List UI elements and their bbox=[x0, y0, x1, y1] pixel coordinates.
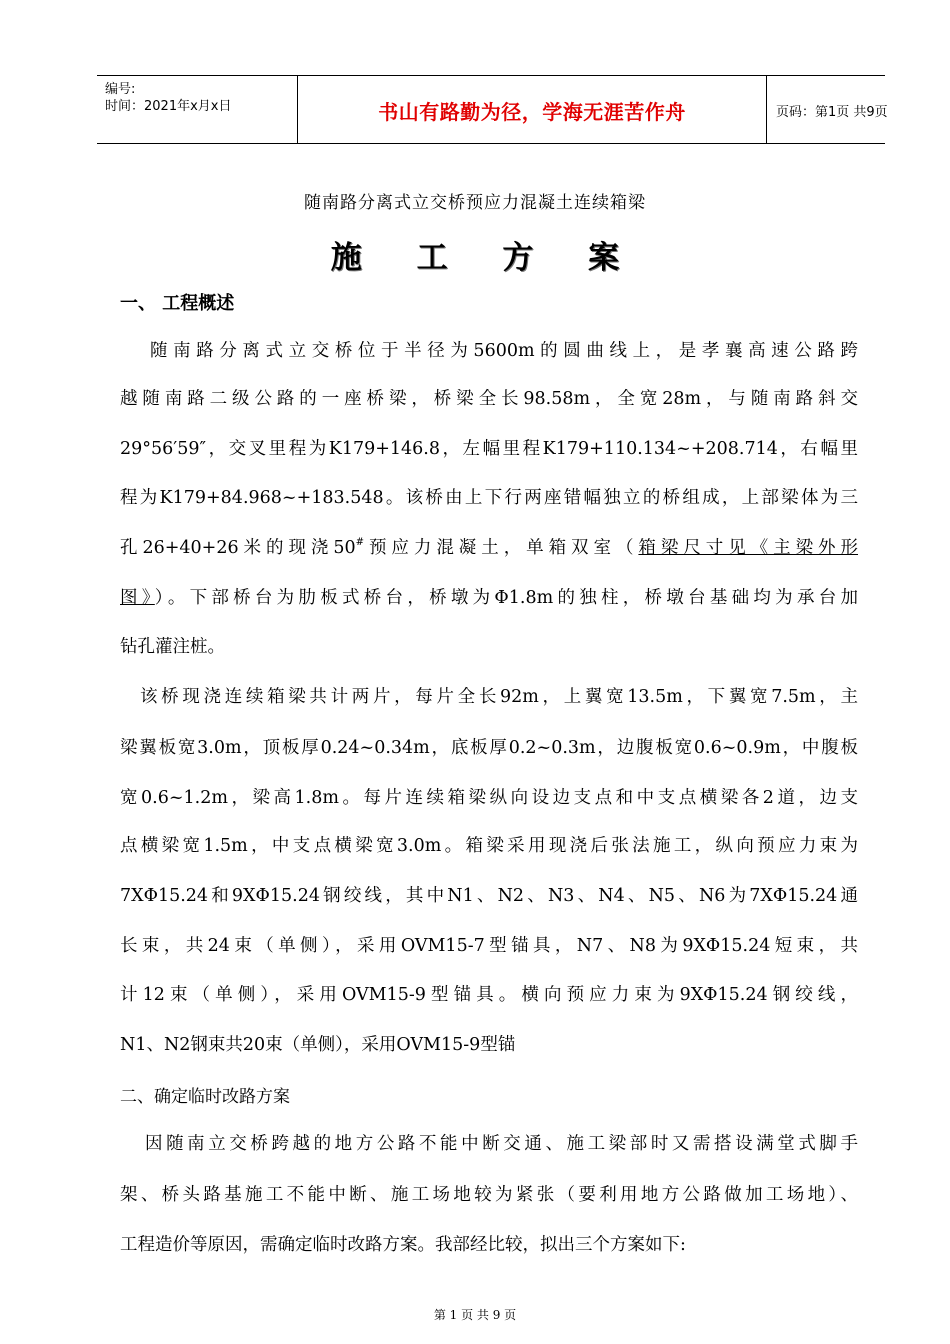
grade-superscript: # bbox=[355, 537, 365, 548]
paragraph-line: 宽0.6~1.2m，梁高1.8m。每片连续箱梁纵向设边支点和中支点横梁各2道，边支 bbox=[120, 788, 858, 808]
paragraph-line: N1、N2钢束共20束（单侧），采用OVM15-9型锚 bbox=[120, 1035, 516, 1055]
drawing-reference-link[interactable]: 箱梁尺寸见《主梁外形 bbox=[638, 538, 859, 558]
paragraph-line: 点横梁宽1.5m，中支点横梁宽3.0m。箱梁采用现浇后张法施工，纵向预应力束为 bbox=[120, 836, 858, 856]
document-time: 时间：2021年x月x日 bbox=[105, 99, 232, 114]
paragraph-line: 工程造价等原因，需确定临时改路方案。我部经比较，拟出三个方案如下: bbox=[120, 1235, 686, 1255]
paragraph-line: 随南路分离式立交桥位于半径为5600m的圆曲线上，是孝襄高速公路跨 bbox=[150, 341, 858, 361]
paragraph-line: 该桥现浇连续箱梁共计两片，每片全长92m，上翼宽13.5m，下翼宽7.5m，主 bbox=[140, 687, 858, 707]
header-page-cell bbox=[766, 76, 888, 143]
paragraph-text: 预应力混凝土，单箱双室（ bbox=[364, 538, 639, 558]
page-header bbox=[97, 75, 888, 144]
page-footer: 第 1 页 共 9 页 bbox=[433, 1308, 517, 1322]
drawing-reference-link-cont[interactable]: 图》 bbox=[120, 588, 155, 608]
paragraph-line: 越随南路二级公路的一座桥梁，桥梁全长98.58m，全宽28m，与随南路斜交 bbox=[120, 389, 858, 409]
paragraph-line bbox=[120, 536, 858, 560]
paragraph-text: 孔26+40+26米的现浇50 bbox=[120, 538, 356, 558]
section-heading-overview: 一、 工程概述 bbox=[120, 293, 235, 314]
paragraph-line: 29°56′59″，交叉里程为K179+146.8，左幅里程K179+110.134~+208.714，右幅里 bbox=[120, 439, 858, 459]
paragraph-line bbox=[120, 586, 858, 610]
paragraph-line: 钻孔灌注桩。 bbox=[120, 637, 225, 657]
document-number-label: 编号: bbox=[105, 82, 136, 97]
paragraph-line: 7XΦ15.24和9XΦ15.24钢绞线，其中N1、N2、N3、N4、N5、N6为7XΦ15.24通 bbox=[120, 886, 858, 906]
header-page-info: 页码：第1页 共9页 bbox=[776, 105, 888, 120]
paragraph-line: 程为K179+84.968~+183.548。该桥由上下行两座错幅独立的桥组成，上部梁体为三 bbox=[120, 488, 858, 508]
header-motto-cell bbox=[297, 76, 767, 143]
paragraph-text: ）。下部桥台为肋板式桥台，桥墩为Φ1.8m的独柱，桥墩台基础均为承台加 bbox=[154, 588, 858, 608]
paragraph-line: 计12束（单侧），采用OVM15-9型锚具。横向预应力束为9XΦ15.24钢绞线， bbox=[120, 985, 858, 1005]
paragraph-line: 长束，共24束（单侧），采用OVM15-7型锚具，N7、N8为9XΦ15.24短束，共 bbox=[120, 936, 858, 956]
header-left-cell bbox=[97, 76, 297, 143]
section-heading-detour: 二、确定临时改路方案 bbox=[120, 1087, 290, 1107]
document-subtitle: 随南路分离式立交桥预应力混凝土连续箱梁 bbox=[304, 193, 646, 213]
paragraph-line: 因随南立交桥跨越的地方公路不能中断交通、施工梁部时又需搭设满堂式脚手 bbox=[145, 1134, 858, 1154]
paragraph-line: 架、桥头路基施工不能中断、施工场地较为紧张（要利用地方公路做加工场地）、 bbox=[120, 1185, 858, 1205]
paragraph-line: 梁翼板宽3.0m，顶板厚0.24~0.34m，底板厚0.2~0.3m，边腹板宽0.6~0.9m，中腹板 bbox=[120, 738, 858, 758]
document-title: 施 工 方 案 bbox=[330, 240, 642, 276]
header-motto: 书山有路勤为径，学海无涯苦作舟 bbox=[378, 100, 686, 124]
